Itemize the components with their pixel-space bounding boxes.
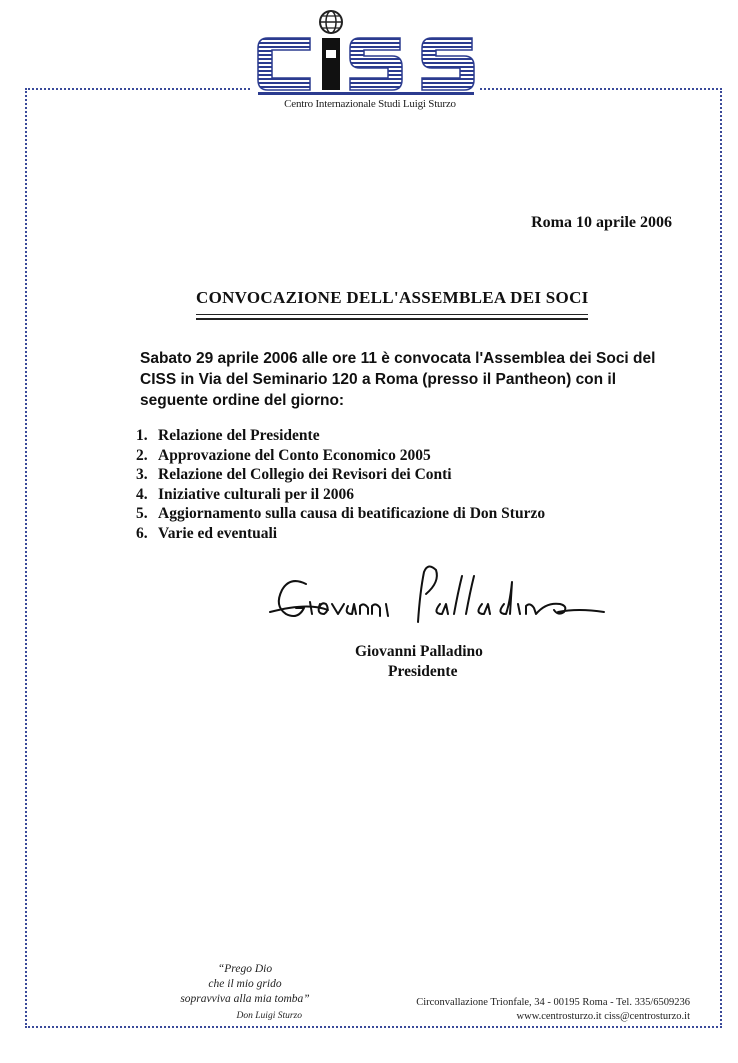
- footer-address: Circonvallazione Trionfale, 34 - 00195 Roma - Tel. 335/6509236: [416, 997, 690, 1008]
- signer-role: Presidente: [388, 663, 458, 680]
- quote-line: “Prego Dio: [217, 963, 273, 975]
- agenda-item: 1. Relazione del Presidente: [136, 427, 320, 444]
- letter-date: Roma 10 aprile 2006: [531, 214, 672, 231]
- handwritten-signature: [268, 562, 608, 642]
- agenda-item: 3. Relazione del Collegio dei Revisori dei Conti: [136, 466, 452, 483]
- quote-line: che il mio grido: [208, 978, 282, 990]
- signer-name: Giovanni Palladino: [355, 643, 483, 660]
- document-title: CONVOCAZIONE DELL'ASSEMBLEA DEI SOCI: [196, 288, 589, 307]
- footer-web: www.centrosturzo.it ciss@centrosturzo.it: [516, 1011, 690, 1022]
- agenda-item: 4. Iniziative culturali per il 2006: [136, 485, 355, 503]
- intro-paragraph: Sabato 29 aprile 2006 alle ore 11 è convocata l'Assemblea dei Soci del CISS in Via del Seminario 120 a Roma (presso il Pantheon) con il seguente ordine del giorno:: [140, 350, 656, 409]
- footer-contact: [410, 996, 690, 1024]
- agenda-item: 5. Aggiornamento sulla causa di beatificazione di Don Sturzo: [136, 505, 546, 522]
- quote-block: [150, 962, 340, 1024]
- letterhead-logo: [250, 6, 480, 114]
- ciss-logo-icon: [250, 6, 480, 98]
- organization-name: Centro Internazionale Studi Luigi Sturzo: [284, 98, 456, 110]
- title-underline: [196, 314, 588, 320]
- signature-text: Giovanni Palladino: [268, 562, 276, 563]
- quote-line: sopravviva alla mia tomba”: [180, 993, 310, 1005]
- agenda-item: 6. Varie ed eventuali: [136, 524, 278, 542]
- agenda-item: 2. Approvazione del Conto Economico 2005: [136, 446, 431, 464]
- globe-icon: [320, 11, 342, 33]
- agenda-list: [136, 426, 545, 543]
- quote-author: Don Luigi Sturzo: [236, 1011, 302, 1021]
